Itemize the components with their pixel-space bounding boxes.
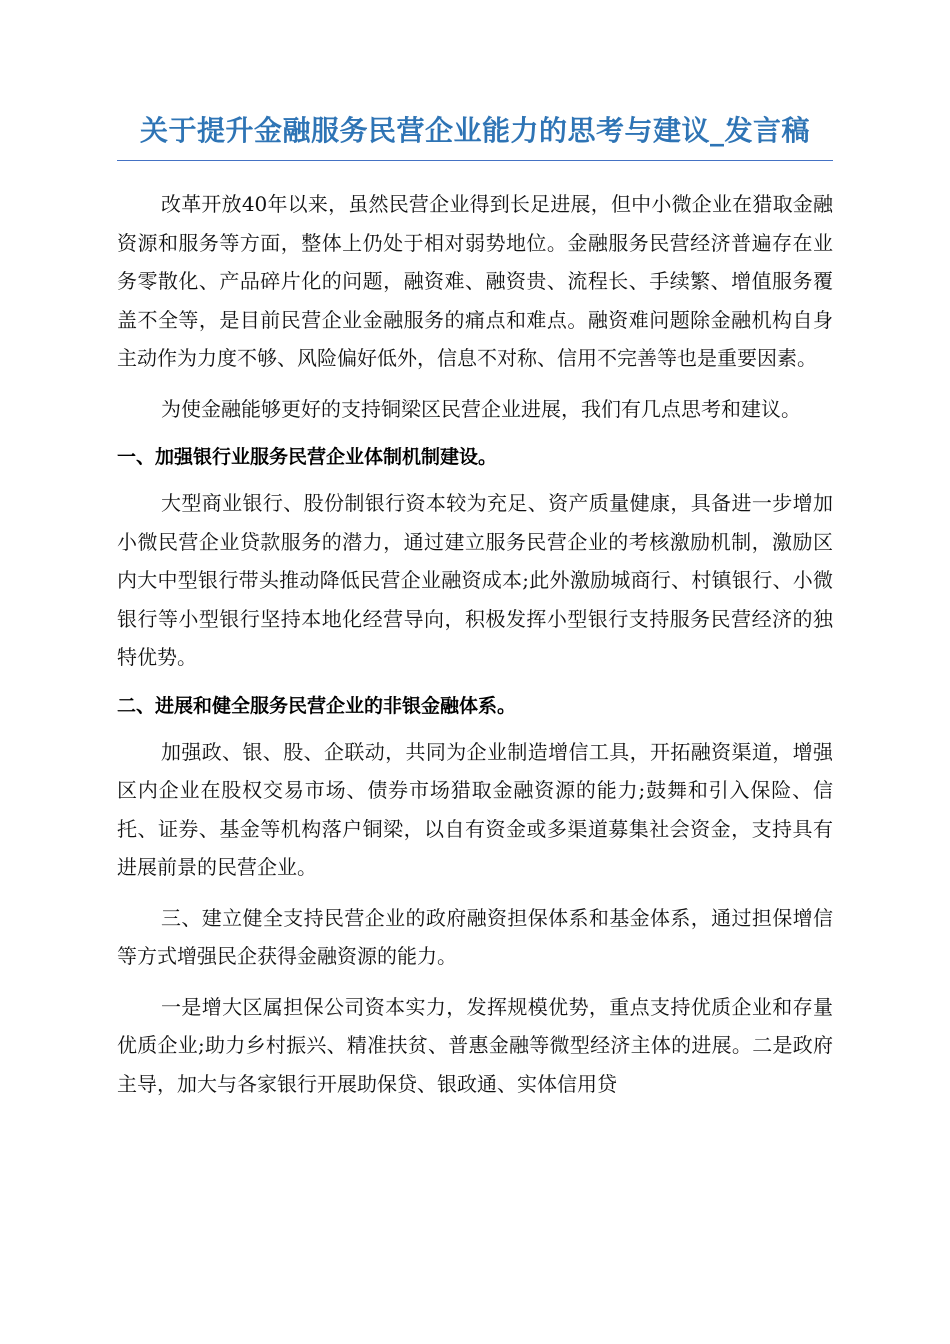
paragraph-intro: 改革开放40年以来，虽然民营企业得到长足进展，但中小微企业在猎取金融资源和服务等方面，整体上仍处于相对弱势地位。金融服务民营经济普遍存在业务零散化、产品碎片化的问题，融资难、融资贵、流程长、手续繁、增值服务覆盖不全等，是目前民营企业金融服务的痛点和难点。融资难问题除金融机构自身主动作为力度不够、风险偏好低外，信息不对称、信用不完善等也是重要因素。 — [117, 192, 833, 370]
document-title: 关于提升金融服务民营企业能力的思考与建议_发言稿 — [117, 108, 833, 161]
paragraph-section-3-heading: 三、建立健全支持民营企业的政府融资担保体系和基金体系，通过担保增信等方式增强民企获得金融资源的能力。 — [117, 905, 833, 968]
section-heading-2: 二、进展和健全服务民营企业的非银金融体系。 — [117, 694, 517, 717]
paragraph-purpose: 为使金融能够更好的支持铜梁区民营企业进展，我们有几点思考和建议。 — [161, 396, 801, 421]
paragraph-section-1: 大型商业银行、股份制银行资本较为充足、资产质量健康，具备进一步增加小微民营企业贷款服务的潜力，通过建立服务民营企业的考核激励机制，激励区内大中型银行带头推动降低民营企业融资成本;此外激励城商行、村镇银行、小微银行等小型银行坚持本地化经营导向，积极发挥小型银行支持服务民营经济的独特优势。 — [117, 491, 833, 669]
section-heading-1: 一、加强银行业服务民营企业体制机制建设。 — [117, 446, 498, 468]
paragraph-section-2: 加强政、银、股、企联动，共同为企业制造增信工具，开拓融资渠道，增强区内企业在股权交易市场、债券市场猎取金融资源的能力;鼓舞和引入保险、信托、证券、基金等机构落户铜梁，以自有资金或多渠道募集社会资金，支持具有进展前景的民营企业。 — [117, 739, 833, 879]
paragraph-section-3-body: 一是增大区属担保公司资本实力，发挥规模优势，重点支持优质企业和存量优质企业;助力乡村振兴、精准扶贫、普惠金融等微型经济主体的进展。二是政府主导，加大与各家银行开展助保贷、银政通、实体信用贷 — [117, 994, 833, 1096]
document-page — [117, 108, 833, 1103]
